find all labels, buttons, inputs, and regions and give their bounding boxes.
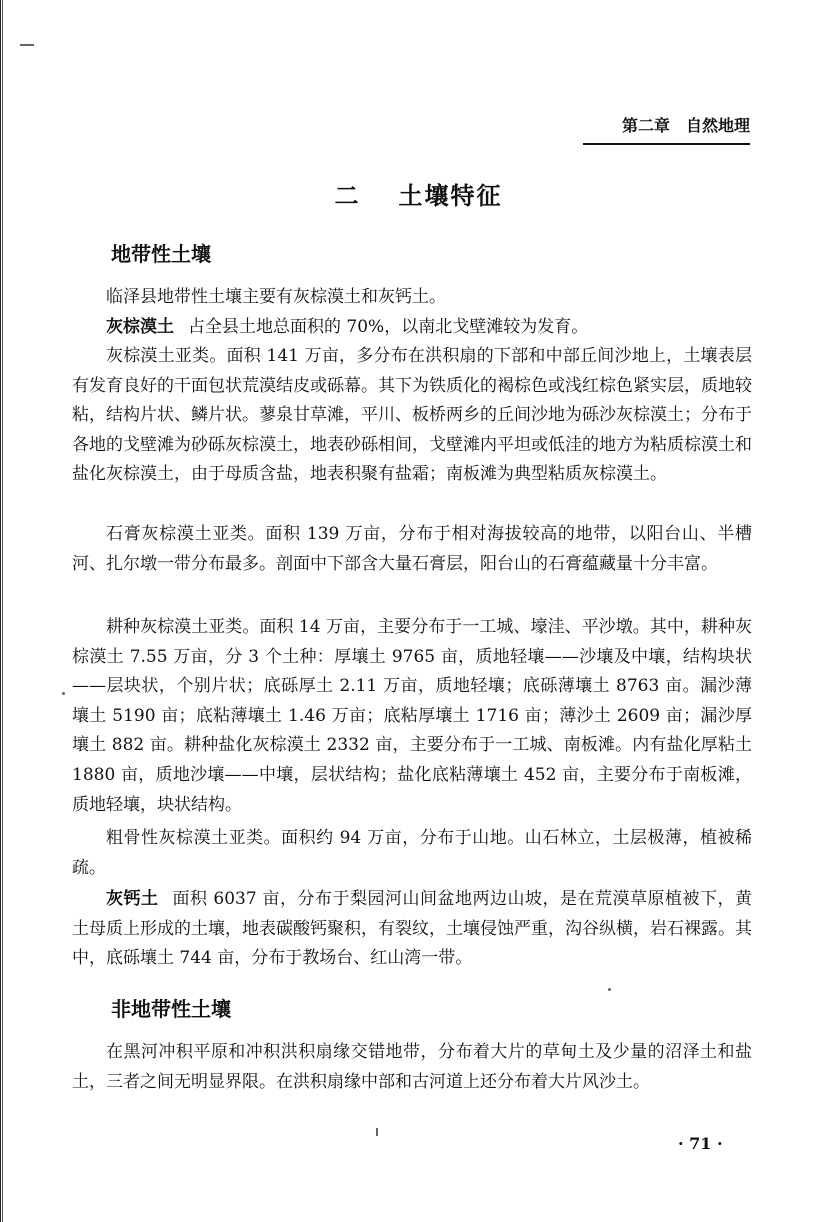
scan-mark (20, 44, 34, 46)
subheading-azonal-soils: 非地带性土壤 (111, 997, 231, 1021)
term-grey-brown-desert-soil: 灰棕漠土 (106, 317, 174, 337)
scan-speck (376, 1128, 378, 1136)
page-number: · 71 · (678, 1134, 723, 1153)
paragraph-intro: 临泽县地带性土壤主要有灰棕漠土和灰钙土。 (106, 287, 446, 307)
paragraph-subtype-skeletal: 粗骨性灰棕漠土亚类。面积约 94 万亩，分布于山地。山石林立，土层极薄，植被稀疏。 (72, 828, 752, 878)
paragraph-sierozem (72, 885, 752, 974)
section-number: 二 (334, 181, 361, 210)
running-header: 第二章 自然地理 (583, 113, 750, 145)
paragraph-azonal: 在黑河冲积平原和冲积洪积扇缘交错地带，分布着大片的草甸土及少量的沼泽土和盐土，三者之间无明显界限。在洪积扇缘中部和古河道上还分布着大片风沙土。 (72, 1042, 752, 1092)
term-sierozem: 灰钙土 (106, 889, 159, 909)
paragraph-subtype-typical: 灰棕漠土亚类。面积 141 万亩，多分布在洪积扇的下部和中部丘间沙地上，土壤表层有发育良好的干面包状荒漠结皮或砾幕。其下为铁质化的褐棕色或浅红棕色紧实层，质地较粘，结构片状、鳞片状。蓼泉甘草滩，平川、板桥两乡的丘间沙地为砾沙灰棕漠土；分布于各地的戈壁滩为砂砾灰棕漠土，地表砂砾相间，戈壁滩内平坦或低洼的地方为粘质棕漠土和盐化灰棕漠土，由于母质含盐，地表积聚有盐霜；南板滩为典型粘质灰棕漠土。 (72, 346, 752, 485)
section-title-text: 土壤特征 (398, 181, 503, 210)
paragraph-text: 占全县土地总面积的 70%，以南北戈壁滩较为发育。 (188, 317, 589, 337)
paragraph-subtype-gypsum: 石膏灰棕漠土亚类。面积 139 万亩，分布于相对海拔较高的地带，以阳台山、半槽河、扎尔墩一带分布最多。剖面中下部含大量石膏层，阳台山的石膏蕴藏量十分丰富。 (72, 524, 752, 574)
scan-speck (608, 988, 611, 991)
section-title (0, 176, 837, 211)
paragraph-text: 面积 6037 亩，分布于梨园河山间盆地两边山坡，是在荒漠草原植被下，黄土母质上形成的土壤，地表碳酸钙聚积，有裂纹，土壤侵蚀严重，沟谷纵横，岩石裸露。其中，底砾壤土 744 亩，分布于教场台、红山湾一带。 (72, 889, 752, 969)
subheading-zonal-soils: 地带性土壤 (111, 242, 211, 266)
paragraph-grey-brown-desert-soil (72, 313, 752, 343)
scan-speck (62, 692, 65, 695)
paragraph-subtype-cultivated: 耕种灰棕漠土亚类。面积 14 万亩，主要分布于一工城、壕洼、平沙墩。其中，耕种灰棕漠土 7.55 万亩，分 3 个土种：厚壤土 9765 亩，质地轻壤——沙壤及中壤，结构块状——层块状，个别片状；底砾厚土 2.11 万亩，质地轻壤；底砾薄壤土 8763 亩。漏沙薄壤土 5190 亩；底粘薄壤土 1.46 万亩；底粘厚壤土 1716 亩；薄沙土 2609 亩；漏沙厚壤土 882 亩。耕种盐化灰棕漠土 2332 亩，主要分布于一工城、南板滩。内有盐化厚粘土 1880 亩，质地沙壤——中壤，层状结构；盐化底粘薄壤土 452 亩，主要分布于南板滩，质地轻壤，块状结构。 (72, 617, 752, 815)
